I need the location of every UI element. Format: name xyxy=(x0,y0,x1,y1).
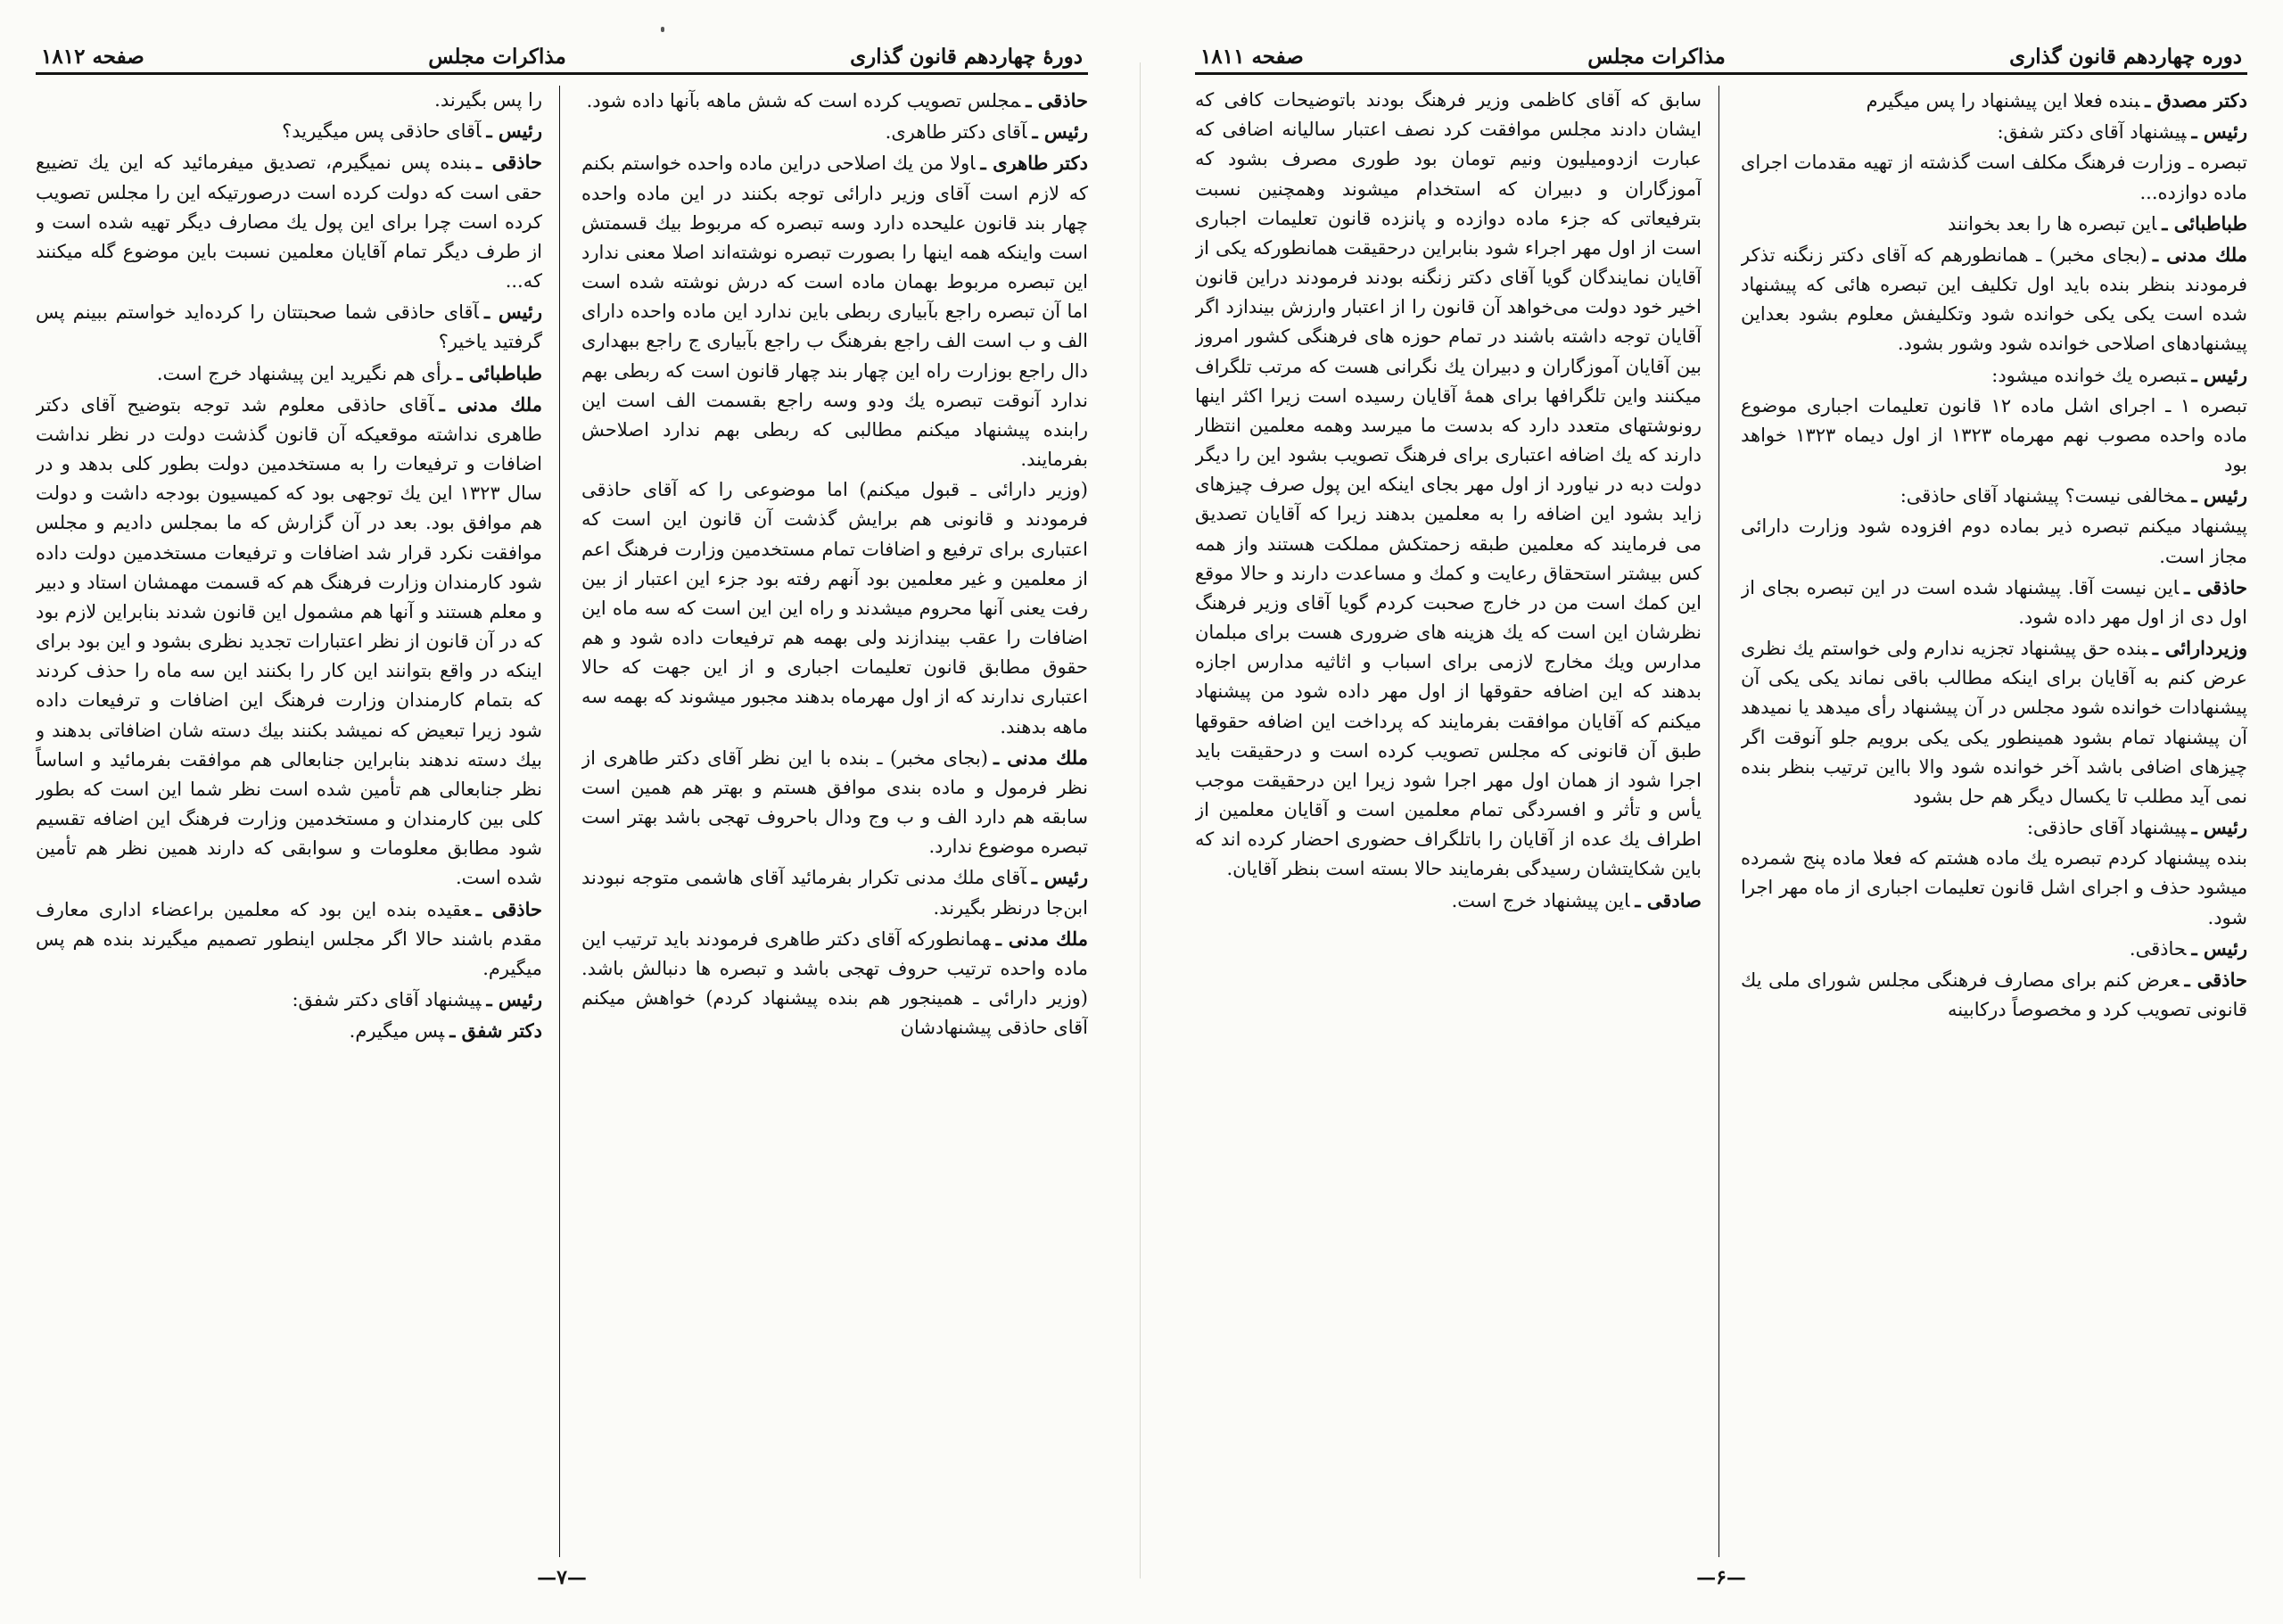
paragraph-text: بنده حق پیشنهاد تجزیه ندارم ولی خواستم یك نظری عرض کنم به آقایان برای اینکه مطالب باقی نماند یکی یکی آن پیشنهادات خوانده شود مجلس در آن پیشنهاد رأی میدهد یا نمیدهد آن پیشنهاد تمام بشود همینطور یکی یکی برویم جلو آنوقت اگر چیزهای اضافی باشد آخر خوانده شود والا بااین ترتیب بنظر بنده نمی آید مطلب تا یکسال دیگر هم حل بشود xyxy=(1741,638,2247,807)
speaker-name: صادقی ـ xyxy=(1635,888,1702,911)
speaker-name: رئیس ـ xyxy=(483,301,542,324)
speaker-name: حاذقی ـ xyxy=(475,897,542,920)
speaker-name: دکتر مصدق ـ xyxy=(2145,89,2247,111)
speaker-name: حاذقی ـ xyxy=(475,151,542,174)
speaker-name: ملك مدنی ـ xyxy=(2152,243,2247,266)
paragraph-text: تبصره یك خوانده میشود: xyxy=(1991,364,2187,386)
header-section: مذاکرات مجلس xyxy=(1587,45,1726,69)
speaker-name: دکتر شفق ـ xyxy=(449,1019,542,1043)
paragraph-text: آقای حاذقی معلوم شد توجه بتوضیح آقای دکتر طاهری نداشته موقعیکه آن قانون گذشت دولت در نظر نداشت اضافات و ترفیعات را به مستخدمین دولت بطور کلی بدهد و در سال ۱۳۲۳ این یك توجهی بود که کمیسیون بودجه داشت و دولت هم موافق بود. بعد در آن گزارش که ما بمجلس دادیم و مجلس موافقت نکرد قرار شد اضافات و ترفیعات مستخدمین دولت داده شود کارمندان وزارت فرهنگ هم که قسمت مهمشان استاد و دبیر و معلم هستند و آنها هم مشمول این قانون شدند بنابراین لازم بود که در آن قانون از نظر اعتبارات تجدید نظری بشود و این بود برای اینکه در واقع بتوانند این کار را بکنند این سه ماه را حذف کردند که بتمام کارمندان وزارت فرهنگ این اضافات و ترفیعات داده شود زیرا تبعیض که نمیشد بکنند بیك دسته شان اضافاتی بدهند و بیك دسته ندهند بنابراین جنابعالی هم موافقت بفرمائید و اساساً نظر جنابعالی هم تأمین شده است نظر شما این است که بطور کلی بین کارمندان و مستخدمین وزارت فرهنگ این اضافه تقسیم شود مطابق معلومات و سوابقی که دارند همین نظر هم تأمین شده است. xyxy=(36,393,542,889)
column-rule xyxy=(1718,86,1719,1557)
paragraph-text: عرض کنم برای مصارف فرهنگی مجلس شورای ملی یك قانونی تصویب کرد و مخصوصاً درکابینه xyxy=(1741,969,2247,1021)
left-column xyxy=(36,86,542,1557)
page-footer-number: —۷— xyxy=(537,1566,587,1589)
paragraph xyxy=(36,86,542,115)
paragraph-text: بنده پیشنهاد کردم تبصره یك ماده هشتم که فعلا ماده پنج شمرده میشود حذف و اجرای اشل قانون تعلیمات اجباری از ماه مهر اجرا شود. xyxy=(1741,847,2247,928)
paragraph-text: این نیست آقا. پیشنهاد شده است در این تبصره بجای از اول دی از اول مهر داده شود. xyxy=(1741,576,2247,628)
speaker-name: رئیس ـ xyxy=(2191,816,2247,839)
speaker-name: حاذقی ـ xyxy=(2184,968,2247,991)
paragraph xyxy=(1741,240,2247,359)
paragraph xyxy=(1741,573,2247,632)
paragraph xyxy=(581,743,1088,862)
speaker-name: حاذقی ـ xyxy=(2184,575,2247,598)
paragraph xyxy=(36,390,542,894)
speaker-name: رئیس ـ xyxy=(486,988,542,1011)
paragraph-text: تبصره ۱ ـ اجرای اشل ماده ۱۲ قانون تعلیمات اجباری موضوع ماده واحده مصوب نهم مهرماه ۱۳۲۳ از اول دیماه ۱۳۲۳ خواهد بود xyxy=(1741,394,2247,476)
paragraph-text: مجلس تصویب کرده است که شش ماهه بآنها داده شود. xyxy=(586,90,1021,111)
paragraph-text: تبصره ـ وزارت فرهنگ مکلف است گذشته از تهیه مقدمات اجرای ماده دوازده... xyxy=(1741,152,2247,203)
paragraph xyxy=(581,148,1088,474)
speaker-name: دکتر طاهری ـ xyxy=(980,152,1088,175)
paragraph xyxy=(36,1016,542,1046)
speaker-name: رئیس ـ xyxy=(2191,484,2247,507)
paragraph xyxy=(1741,392,2247,481)
speaker-name: رئیس ـ xyxy=(1032,120,1088,144)
paragraph xyxy=(1741,965,2247,1025)
paragraph xyxy=(1741,512,2247,571)
header-page-number: صفحه ۱۸۱۱ xyxy=(1200,45,1304,69)
page-header xyxy=(36,45,1088,75)
paragraph xyxy=(581,475,1088,742)
left-column xyxy=(1195,86,1702,1557)
paragraph xyxy=(36,894,542,985)
paragraph xyxy=(1741,934,2247,964)
speaker-name: طباطبائی ـ xyxy=(2162,211,2247,235)
paragraph-text: آقای ملك مدنی تکرار بفرمائید آقای هاشمی متوجه نبودند ابن‌جا درنظر بگیرند. xyxy=(581,867,1088,919)
speaker-name: ملك مدنی ـ xyxy=(993,746,1088,769)
speaker-name: ملك مدنی ـ xyxy=(995,927,1088,950)
paragraph-text: حاذقی. xyxy=(2129,937,2187,960)
paragraph-text: رأی هم نگیرید این پیشنهاد خرج است. xyxy=(156,362,452,384)
right-column xyxy=(1741,86,2247,1557)
paragraph xyxy=(1741,86,2247,116)
paragraph-text: بنده فعلا این پیشنهاد را پس میگیرم xyxy=(1866,90,2140,111)
speaker-name: رئیس ـ xyxy=(2191,936,2247,960)
paragraph-text: اولا من یك اصلاحی دراین ماده واحده خواستم بکنم که لازم است آقای وزیر دارائی توجه بکنند در این ماده واحده چهار بند قانون علیحده دارد وسه تبصره که مربوط بیك قسمتش است واینکه همه اینها را بصورت تبصره نوشته‌اند اصلا معنی ندارد این تبصره مربوط بهمان ماده است که درش نوشته شده است اما آن تبصره راجع بآبیاری ربطی باین ندارد این ماده واحده دارای الف و ب است الف راجع بفرهنگ ب راجع بآبیاری ج راجع ببهداری دال راجع بوزارت راه این چهار بند چهار قانون است که ربطی بهم ندارد آنوقت تبصره یك ودو وسه راجع بقسمت الف است این رابنده پیشنهاد میکنم مطالبی که ربطی بهم ندارد اصلاحش بفرمایند. xyxy=(581,153,1088,471)
left-page xyxy=(36,45,1088,1596)
paragraph xyxy=(36,359,542,389)
text-columns xyxy=(1195,86,2247,1557)
paragraph xyxy=(1195,86,1702,885)
paragraph xyxy=(581,117,1088,147)
right-column xyxy=(581,86,1088,1557)
paragraph-text: را پس بگیرند. xyxy=(434,89,542,111)
speaker-name: رئیس ـ xyxy=(486,120,542,143)
ink-speck xyxy=(661,27,664,32)
paragraph-text: این پیشنهاد خرج است. xyxy=(1451,889,1630,911)
speaker-name: طباطبائی ـ xyxy=(457,361,542,384)
speaker-name: رئیس ـ xyxy=(2191,120,2247,144)
paragraph xyxy=(1741,633,2247,812)
paragraph-text: آقای حاذقی پس میگیرید؟ xyxy=(282,120,482,143)
paragraph xyxy=(1741,148,2247,207)
text-columns xyxy=(36,86,1088,1557)
paragraph-text: (بجای مخبر) ـ بنده با این نظر آقای دکتر طاهری از نظر فرمول و ماده بندی موافق هستم و بهتر هم همین است سابقه هم دارد الف و ب وج ودال باحروف تهجی باشد بهتر است تبصره موضوع ندارد. xyxy=(581,746,1088,858)
speaker-name: رئیس ـ xyxy=(1031,866,1088,889)
paragraph-text: عقیده بنده این بود که معلمین براعضاء اداری معارف مقدم باشند حالا اگر مجلس اینطور تصمیم میگیرند بنده هم پس میگیرم. xyxy=(36,898,542,979)
paragraph xyxy=(1741,117,2247,147)
page-footer-number: —۶— xyxy=(1696,1566,1746,1589)
paragraph-text: (بجای مخبر) ـ همانطورهم که آقای دکتر زنگنه تذکر فرمودند بنظر بنده باید اول تکلیف این تبصره هائی که پیشنهاد شده است یکی یکی خوانده شود وتکلیفش معلوم بشود بعداین پیشنهادهای اصلاحی خوانده شود وشور بشود. xyxy=(1741,243,2247,355)
paragraph-text: پیشنهاد آقای دکتر شفق: xyxy=(1997,121,2187,144)
paragraph-text: آقای دکتر طاهری. xyxy=(885,121,1027,144)
column-rule xyxy=(559,86,560,1557)
paragraph xyxy=(581,862,1088,922)
paragraph-text: این تبصره ها را بعد بخوانند xyxy=(1947,212,2157,235)
right-page xyxy=(1195,45,2247,1596)
paragraph xyxy=(36,297,542,357)
paragraph xyxy=(1741,209,2247,239)
speaker-name: وزیردارائی ـ xyxy=(2152,637,2247,660)
paragraph xyxy=(1195,886,1702,916)
spine-gutter xyxy=(1140,62,1141,1579)
paragraph-text: پیشنهاد آقای دکتر شفق: xyxy=(292,989,482,1011)
paragraph xyxy=(36,116,542,146)
paragraph-text: مخالفی نیست؟ پیشنهاد آقای حاذقی: xyxy=(1900,485,2187,507)
paragraph xyxy=(581,924,1088,1043)
header-page-number: صفحه ۱۸۱۲ xyxy=(41,45,144,69)
paragraph-text: بنده پس نمیگیرم، تصدیق میفرمائید که این یك تضییع حقی است که دولت کرده است درصورتیکه این را مجلس تصویب کرده است چرا برای این پول یك مصارف دیگر تهیه شده است و از طرف دیگر تمام آقایان معلمین نسبت باین موضوع گله میکنند که... xyxy=(36,152,542,293)
paragraph xyxy=(1741,481,2247,511)
paragraph-text: پیشنهاد میکنم تبصره ذیر بماده دوم افزوده شود وزارت دارائی مجاز است. xyxy=(1741,515,2247,567)
paragraph-text: پیشنهاد آقای حاذقی: xyxy=(2026,817,2187,839)
paragraph-text: آقای حاذقی شما صحبتتان را کرده‌اید خواستم ببینم پس گرفتید یاخیر؟ xyxy=(36,301,542,353)
paragraph-text: همانطورکه آقای دکتر طاهری فرمودند باید ترتیب این ماده واحده ترتیب حروف تهجی باشد و تبصره ها دنبالش باشد. (وزیر دارائی ـ همینجور هم بنده پیشنهاد کردم) خواهش میکنم آقای حاذقی پیشنهادشان xyxy=(581,927,1088,1039)
paragraph xyxy=(1741,812,2247,843)
header-journal: دورهٔ چهاردهم قانون گذاری xyxy=(850,45,1083,69)
speaker-name: ملك مدنی ـ xyxy=(439,392,542,416)
paragraph xyxy=(36,147,542,296)
page-header xyxy=(1195,45,2247,75)
paragraph xyxy=(581,86,1088,116)
paragraph xyxy=(36,985,542,1015)
paragraph-text: سابق که آقای کاظمی وزیر فرهنگ بودند باتوضیحات کافی که ایشان دادند مجلس موافقت کرد نصف اعتبار سالیانه اضافی که عبارت ازدومیلیون ونیم تومان بود طوری مصرف بشود که آموزگاران و دبیران که استخدام میشوند وهمچنین نسبت بترفیعاتی که جزء ماده دوازده و پانزده قانون تعلیمات اجباری است از اول مهر اجراء شود بنابراین درحقیقت همانطورکه یکی از آقایان نمایندگان گویا آقای دکتر زنگنه بودند فرمودند دراین قانون اخیر خود دولت می‌خواهد آن قانون را از اعتبار وارزش بیندازد اگر آقایان توجه داشته باشند در تمام حوزه های فرهنگی کشور امروز بین آقایان آموزگاران و دبیران یك نگرانی هست که مرتب تلگراف میکنند واین تلگرافها برای همهٔ آقایان رسیده است زیرا اکثر اینها رونوشتهای متعدد دارد که بدست ما میرسد وهمه معلمین انتظار دارند که یك اضافه اعتباری برای فرهنگ تصویب بشود این را دیگر دولت دبه در نیاورد از اول مهر بجای اینکه این پول صرف چیزهای زاید بشود این اضافه را به معلمین بدهند زیرا که آقایان تصدیق می فرمایند که معلمین طبقه زحمتکش مملکت هستند واز همه کس بیشتر استحقاق رعایت و کمك و مساعدت دارند و حالا موقع این کمك است من در خارج صحبت کردم گویا آقای وزیر فرهنگ نظرشان این است که یك هزینه های ضروری هست برای مبلمان مدارس ویك مخارج لازمی برای اسباب و اثاثیه مدارس اجازه بدهند که این اضافه حقوقها از اول مهر داده شود من پیشنهاد میکنم که آقایان موافقت بفرمایند که پرداخت این اضافه حقوقها طبق آن قانونی که مجلس تصویب کرده است و درحقیقت باید اجرا شود از همان اول مهر اجرا شود زیرا این درحقیقت موجب یأس و تأثر و افسردگی تمام معلمین است و آقایان معلمین از اطراف یك عده از آقایان را باتلگراف حضوری احضار کرده اند که باین شکایتشان رسیدگی بفرمایند حالا بسته است بنظر آقایان. xyxy=(1195,89,1702,880)
header-journal: دوره چهاردهم قانون گذاری xyxy=(2009,45,2242,69)
paragraph xyxy=(1741,360,2247,391)
header-section: مذاکرات مجلس xyxy=(428,45,566,69)
speaker-name: حاذقی ـ xyxy=(1026,89,1088,111)
paragraph-text: پس میگیرم. xyxy=(349,1020,445,1043)
paragraph xyxy=(1741,844,2247,933)
paragraph-text: (وزیر دارائی ـ قبول میکنم) اما موضوعی را که آقای حاذقی فرمودند و قانونی هم برایش گذشت آن قانون این است که اعتباری برای ترفیع و اضافات تمام مستخدمین وزارت فرهنگ اعم از معلمین و غیر معلمین بود آنهم رفته بود جزء این اعتبار از بین رفت یعنی آنها محروم میشدند و راه این این است که سه ماه این اضافات را عقب بیندازند ولی بهمه هم ترفیعات داده شود و هم حقوق مطابق قانون تعلیمات اجباری و از این جهت که حالا اعتباری ندارند که از اول مهرماه بدهند مجبور میشوند که بهمه سه ماهه بدهند. xyxy=(581,479,1088,738)
speaker-name: رئیس ـ xyxy=(2191,363,2247,386)
